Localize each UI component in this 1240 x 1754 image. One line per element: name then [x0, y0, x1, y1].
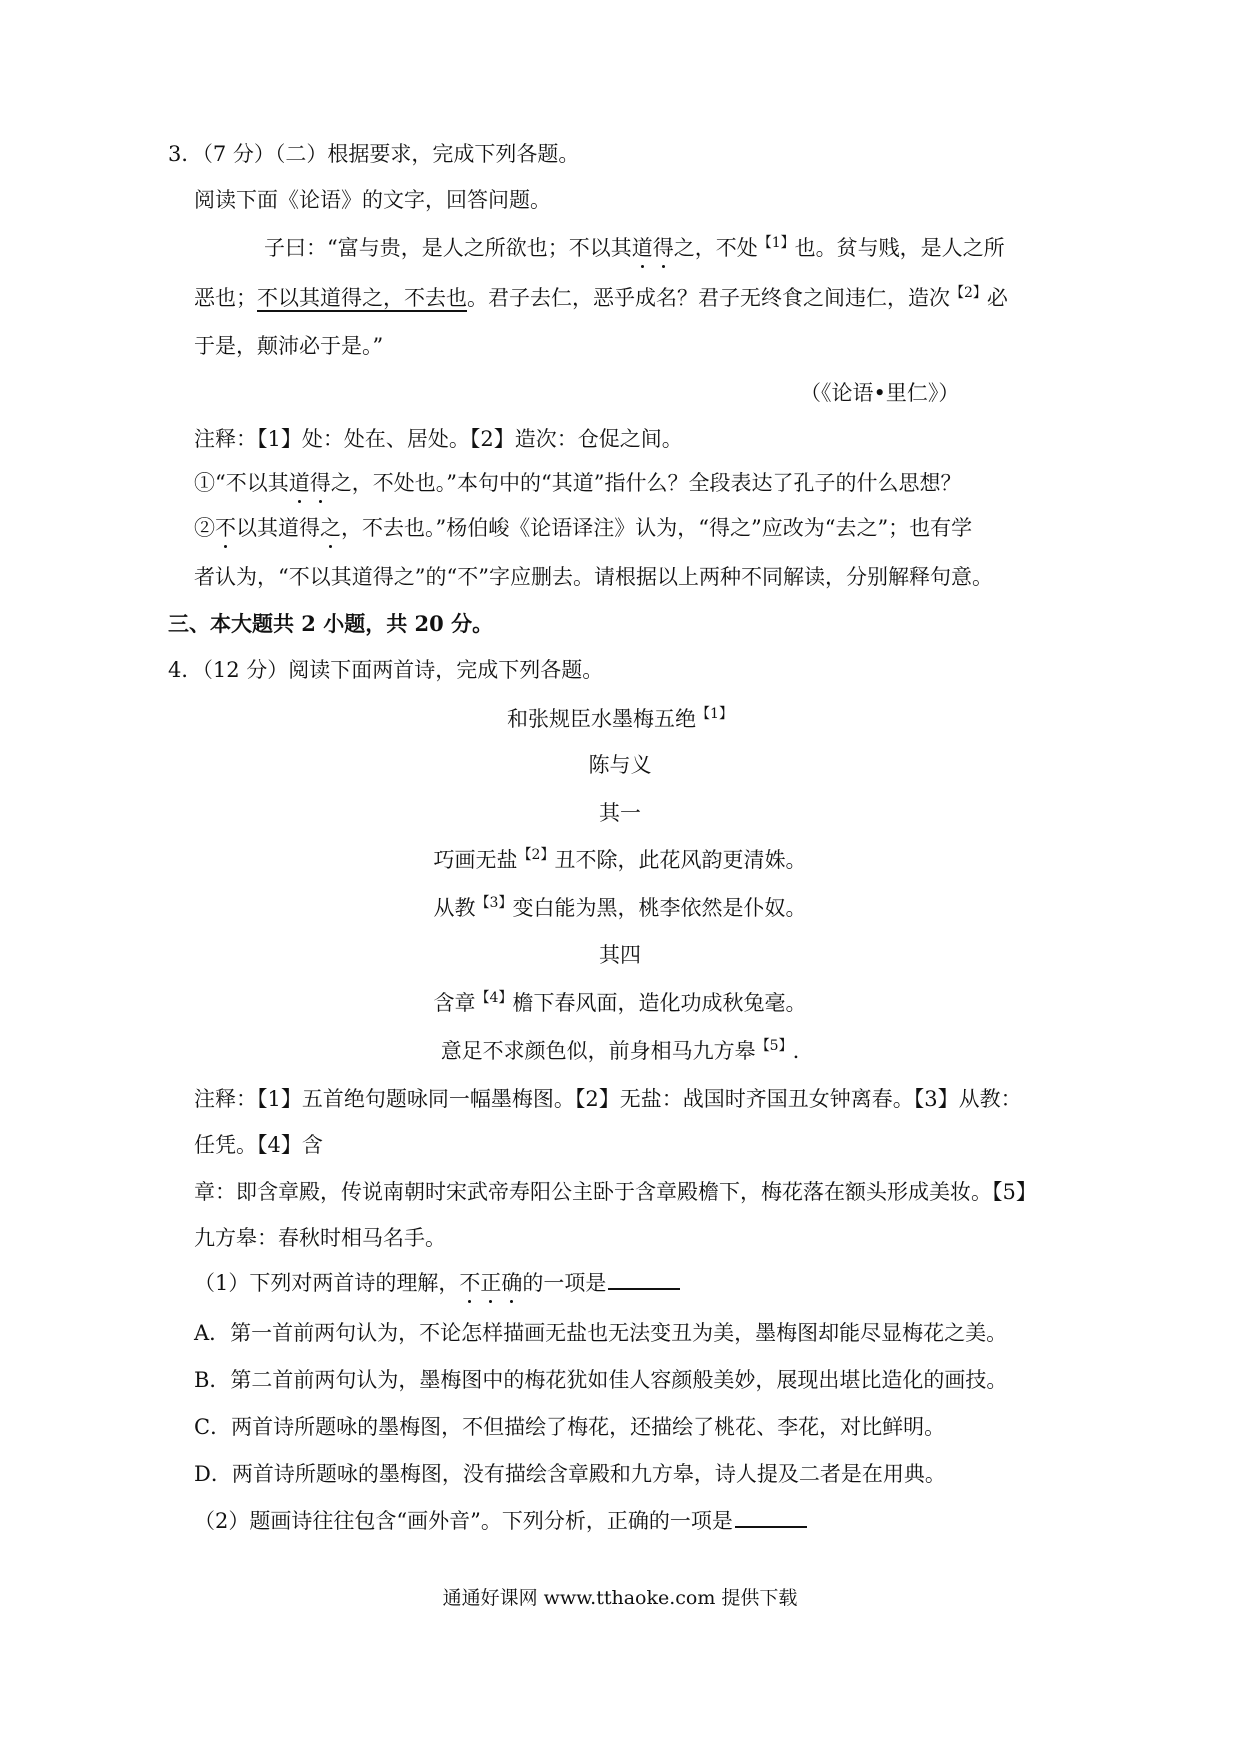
footnote-marker: 【1】 — [757, 235, 795, 251]
option-d: D．两首诗所题咏的墨梅图，没有描绘含章殿和九方皋，诗人提及二者是在用典。 — [194, 1462, 946, 1486]
poem-text: 檐下春风面，造化功成秋兔毫。 — [512, 991, 807, 1015]
q3-subquestion-2 — [194, 513, 972, 543]
poem-line-3 — [0, 988, 1240, 1018]
q3-subquestion-1 — [194, 468, 961, 498]
footnote-marker: 【2】 — [517, 847, 555, 863]
poem-text: 变白能为黑，桃李依然是仆奴。 — [512, 896, 807, 920]
underlined-sentence: 不以其道得之，不去也 — [257, 286, 467, 310]
footnote-marker: 【5】 — [755, 1038, 793, 1054]
emphasis-char: 得 — [652, 236, 674, 260]
question-text: （1）下列对两首诗的理解， — [194, 1271, 460, 1295]
question-text: 之，不处也。”本句中的“其道”指什么？全段表达了孔子的什么思想？ — [330, 471, 962, 495]
poem-line-4 — [0, 1036, 1240, 1066]
answer-blank[interactable] — [735, 1506, 807, 1528]
passage-text: 子曰：“富与贵，是人之所欲也；不以其 — [264, 236, 632, 260]
q3-subquestion-2-cont: 者认为，“不以其道得之”的“不”字应删去。请根据以上两种不同解读，分别解释句意。 — [194, 565, 993, 589]
question-text: ② — [194, 516, 215, 540]
poem-author: 陈与义 — [588, 753, 652, 777]
question-text: ，不去也。”杨伯峻《论语译注》认为，“得之”应改为“去之”；也有学 — [341, 516, 973, 540]
emphasis-char: 得 — [309, 471, 331, 495]
passage-text: 恶也； — [194, 286, 257, 310]
q3-intro: 阅读下面《论语》的文字，回答问题。 — [194, 188, 551, 212]
emphasis-char: 不 — [459, 1271, 481, 1295]
passage-text: 必 — [986, 286, 1008, 310]
answer-blank[interactable] — [608, 1268, 680, 1290]
q4-subquestion-1 — [194, 1268, 680, 1298]
option-b: B．第二首前两句认为，墨梅图中的梅花犹如佳人容颜般美妙，展现出堪比造化的画技。 — [194, 1368, 1008, 1392]
poem-text: . — [792, 1039, 800, 1063]
footnote-marker: 【4】 — [475, 990, 513, 1006]
footnote-marker: 【3】 — [475, 895, 513, 911]
q4-note-line-3: 章：即含章殿，传说南朝时宋武帝寿阳公主卧于含章殿檐下，梅花落在额头形成美妆。【5】 — [194, 1180, 1037, 1204]
q4-subquestion-2 — [194, 1506, 807, 1536]
poem-line-2 — [0, 893, 1240, 923]
q4-note-line-1: 注释：【1】五首绝句题咏同一幅墨梅图。【2】无盐：战国时齐国丑女钟离春。【3】从教： — [194, 1087, 1022, 1111]
poem-text: 巧画无盐 — [433, 848, 518, 872]
q4-note-line-4: 九方皋：春秋时相马名手。 — [194, 1226, 446, 1250]
poem-part-1: 其一 — [599, 801, 641, 825]
passage-text: 之，不处 — [673, 236, 758, 260]
option-a: A．第一首前两句认为，不论怎样描画无盐也无法变丑为美，墨梅图却能尽显梅花之美。 — [194, 1321, 1008, 1345]
q3-header: 3．（7 分）（二）根据要求，完成下列各题。 — [168, 142, 580, 166]
q3-passage-line-1 — [264, 233, 1005, 263]
emphasis-char: 不 — [215, 516, 236, 540]
poem-text: 丑不除，此花风韵更清姝。 — [554, 848, 807, 872]
q3-passage-line-2 — [194, 283, 1008, 313]
poem-part-4: 其四 — [599, 943, 641, 967]
question-text: 以其道得 — [236, 516, 320, 540]
q3-source: （《论语•里仁》） — [800, 381, 960, 405]
section-heading: 三、本大题共 2 小题，共 20 分。 — [168, 611, 494, 636]
passage-text: 也。贫与贱，是人之所 — [794, 236, 1005, 260]
poem-text: 意足不求颜色似，前身相马九方皋 — [440, 1039, 756, 1063]
emphasis-char: 确 — [501, 1271, 523, 1295]
q3-passage-line-3: 于是，颠沛必于是。” — [194, 334, 384, 358]
question-text: （2）题画诗往往包含“画外音”。下列分析，正确的一项是 — [194, 1509, 733, 1533]
emphasis-char: 正 — [480, 1271, 502, 1295]
emphasis-char: 之 — [320, 516, 341, 540]
page-footer: 通通好课网 www.tthaoke.com 提供下载 — [442, 1587, 798, 1609]
question-text: 的一项是 — [522, 1271, 607, 1295]
option-c: C．两首诗所题咏的墨梅图，不但描绘了梅花，还描绘了桃花、李花，对比鲜明。 — [194, 1415, 946, 1439]
emphasis-char: 道 — [631, 236, 653, 260]
poem-text: 含章 — [433, 991, 476, 1015]
footnote-marker: 【1】 — [696, 706, 733, 722]
q3-note: 注释：【1】处：处在、居处。【2】造次：仓促之间。 — [194, 427, 683, 451]
footnote-marker: 【2】 — [950, 285, 987, 301]
question-text: ①“不以其 — [194, 471, 289, 495]
emphasis-char: 道 — [288, 471, 310, 495]
poem-text: 从教 — [433, 896, 476, 920]
poem-title — [0, 704, 1240, 734]
poem-line-1 — [0, 845, 1240, 875]
poem-title-text: 和张规臣水墨梅五绝 — [507, 707, 697, 731]
q4-note-line-2: 任凭。【4】含 — [194, 1133, 323, 1157]
q4-header: 4．（12 分）阅读下面两首诗，完成下列各题。 — [168, 658, 604, 682]
passage-text: 。君子去仁，恶乎成名？君子无终食之间违仁，造次 — [467, 286, 950, 310]
